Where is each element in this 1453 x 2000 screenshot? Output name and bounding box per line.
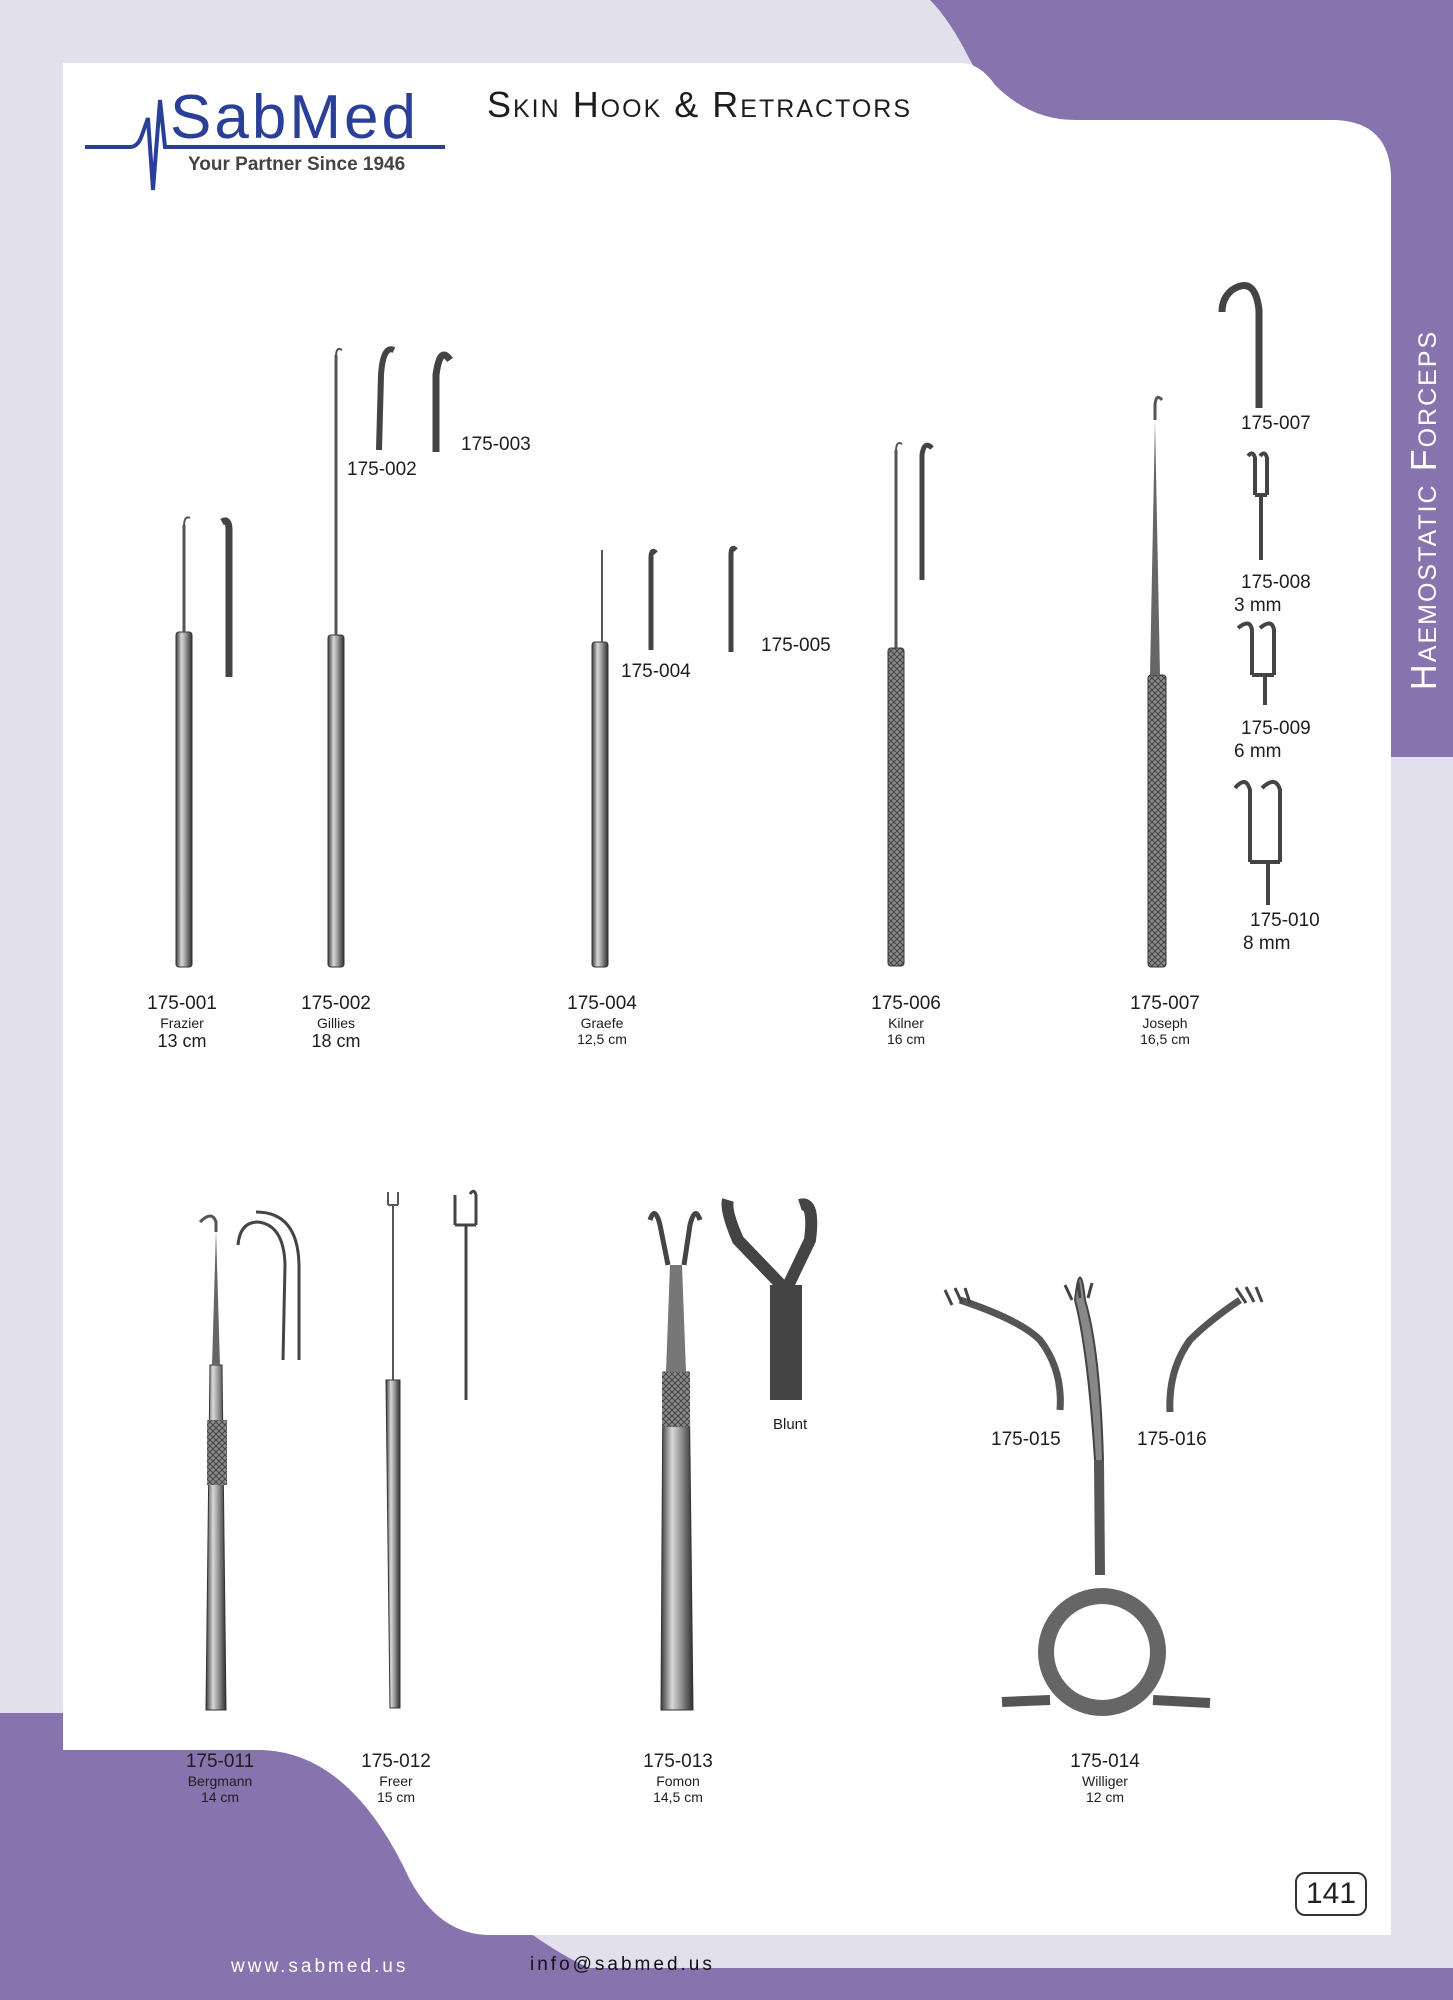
product-name: Freer <box>379 1772 413 1789</box>
product-name: Williger <box>1082 1772 1128 1789</box>
caption-175-011 <box>165 1751 275 1805</box>
caption-175-001 <box>127 993 237 1052</box>
product-code: 175-001 <box>147 993 217 1014</box>
product-code: 175-011 <box>185 1751 255 1772</box>
product-size: 12,5 cm <box>577 1030 627 1047</box>
product-size: 18 cm <box>311 1030 361 1051</box>
product-code: 175-014 <box>1070 1751 1140 1772</box>
product-name: Gillies <box>316 1014 356 1031</box>
tip-size: 8 mm <box>1243 932 1291 954</box>
tip-label-175-007: 175-007 <box>1241 413 1311 434</box>
caption-175-006 <box>851 993 961 1047</box>
tip-label-175-008 <box>1234 572 1311 618</box>
product-name: Fomon <box>656 1772 700 1789</box>
brand-tagline: Your Partner Since 1946 <box>188 154 406 175</box>
product-code: 175-004 <box>567 993 637 1014</box>
section-tab-label: Haemostatic Forceps <box>1403 329 1444 691</box>
product-code: 175-007 <box>1130 993 1200 1014</box>
product-size: 12 cm <box>1085 1788 1125 1805</box>
tip-label-175-005: 175-005 <box>761 635 831 656</box>
tip-label-175-003: 175-003 <box>461 434 531 455</box>
tip-code: 175-009 <box>1241 718 1311 739</box>
product-size: 14 cm <box>200 1788 240 1805</box>
tip-label-175-016: 175-016 <box>1137 1429 1207 1450</box>
product-code: 175-012 <box>361 1751 431 1772</box>
section-tab <box>1394 260 1453 760</box>
tip-label-175-015: 175-015 <box>991 1429 1061 1450</box>
footer-email[interactable]: info@sabmed.us <box>530 1954 715 1975</box>
tip-size: 6 mm <box>1234 740 1282 762</box>
brand-name: SabMed <box>170 83 419 152</box>
tip-label-blunt: Blunt <box>773 1416 808 1433</box>
caption-175-012 <box>341 1751 451 1805</box>
caption-175-014 <box>1050 1751 1160 1805</box>
tip-label-175-009 <box>1234 718 1311 764</box>
footer-website[interactable]: www.sabmed.us <box>231 1956 409 1977</box>
page-number: 141 <box>1295 1872 1367 1916</box>
caption-175-002 <box>281 993 391 1052</box>
tip-size: 3 mm <box>1234 594 1282 616</box>
tip-code: 175-008 <box>1241 572 1311 593</box>
product-size: 14,5 cm <box>653 1788 703 1805</box>
product-size: 13 cm <box>157 1030 207 1051</box>
product-size: 16 cm <box>886 1030 926 1047</box>
tip-code: 175-010 <box>1250 910 1320 931</box>
product-name: Graefe <box>580 1014 624 1031</box>
product-code: 175-002 <box>301 993 371 1014</box>
product-name: Bergmann <box>187 1772 253 1789</box>
tip-label-175-010 <box>1243 910 1320 956</box>
product-name: Joseph <box>1142 1014 1188 1031</box>
product-size: 15 cm <box>376 1788 416 1805</box>
product-name: Frazier <box>160 1014 204 1031</box>
caption-175-013 <box>623 1751 733 1805</box>
caption-175-007 <box>1110 993 1220 1047</box>
product-name: Kilner <box>888 1014 924 1031</box>
tip-label-175-004: 175-004 <box>621 661 691 682</box>
product-code: 175-013 <box>643 1751 713 1772</box>
page-title: Skin Hook & Retractors <box>487 84 912 125</box>
product-code: 175-006 <box>871 993 941 1014</box>
product-size: 16,5 cm <box>1140 1030 1190 1047</box>
caption-175-004 <box>547 993 657 1047</box>
tip-label-175-002: 175-002 <box>347 459 417 480</box>
